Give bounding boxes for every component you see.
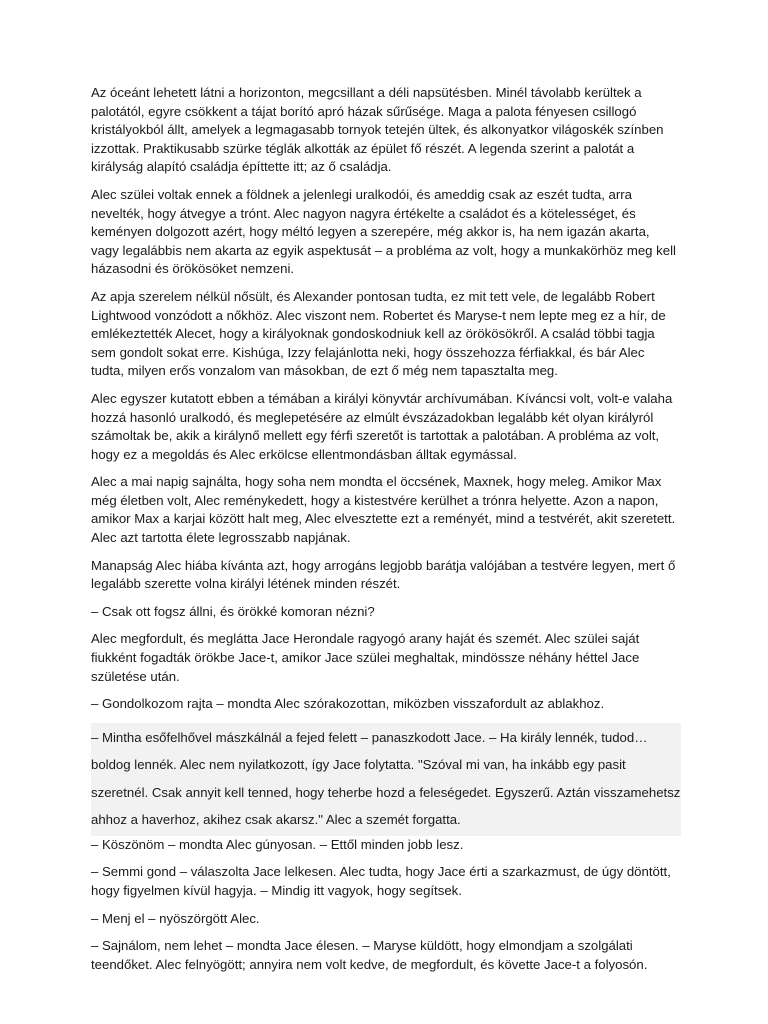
paragraph-1: Az óceánt lehetett látni a horizonton, megcsillant a déli napsütésben. Minél távolabb kerültek a palotától, egyre csökkent a tájat borító apró házak sűrűsége. Maga a palota fényesen csillogó kristályokból állt, amelyek a legmagasabb tornyok tetején ültek, és alkonyatkor világoskék színben izzottak. Praktikusabb szürke téglák alkották az épület fő részét. A legenda szerint a palotát a királyság alapító családja építtette itt; az ő családja. <box>91 85 664 175</box>
closing-paragraph-2: – Semmi gond – válaszolta Jace lelkesen. Alec tudta, hogy Jace érti a szarkazmust, de úgy döntött, hogy figyelmen kívül hagyja. – Mindig itt vagyok, hogy segítsek. <box>91 864 671 898</box>
closing-paragraph-4: – Sajnálom, nem lehet – mondta Jace élesen. – Maryse küldött, hogy elmondjam a szolgálati teendőket. Alec felnyögött; annyira nem volt kedve, de megfordult, és követte Jace-t a folyosón. <box>91 938 648 972</box>
paragraph-9: – Gondolkozom rajta – mondta Alec szórakozottan, miközben visszafordult az ablakhoz. <box>91 696 605 712</box>
paragraph-2: Alec szülei voltak ennek a földnek a jelenlegi uralkodói, és ameddig csak az eszét tudta, arra nevelték, hogy átvegye a trónt. Alec nagyon nagyra értékelte a családot és a kötelességet, és keményen dolgozott azért, hogy méltó legyen a szerepére, még akkor is, ha nem igazán akarta, vagy legalábbis nem akarta az egyik aspektusát – a probléma az volt, hogy a munkakörhöz meg kell házasodni és örökösöket nemzeni. <box>91 186 676 277</box>
highlighted-paragraph: – Mintha esőfelhővel mászkálnál a fejed felett – panaszkodott Jace. – Ha király lennék, tudod… boldog lennék. Alec nem nyilatkozott, így Jace folytatta. "Szóval mi van, ha inkább egy pasit szeretnél. Csak annyit kell tenned, hogy teherbe hozd a feleségedet. Egyszerű. Aztán visszamehetsz ahhoz a haverhoz, akihez csak akarsz." Alec a szemét forgatta. <box>91 723 681 836</box>
paragraph-8: Alec megfordult, és meglátta Jace Herondale ragyogó arany haját és szemét. Alec szülei saját fiukként fogadták örökbe Jace-t, amikor Jace szülei meghaltak, mindössze néhány héttel Jace születése után. <box>91 631 640 684</box>
paragraph-5: Alec a mai napig sajnálta, hogy soha nem mondta el öccsének, Maxnek, hogy meleg. Amikor Max még életben volt, Alec reménykedett, hogy a kistestvére kerülhet a trónra helyette. Azon a napon, amikor Max a karjai között halt meg, Alec elvesztette ezt a reményét, mind a testvérét, akit szeretett. Alec azt tartotta élete legrosszabb napjának. <box>91 474 676 546</box>
closing-paragraph-3: – Menj el – nyöszörgött Alec. <box>91 910 260 926</box>
paragraph-7: – Csak ott fogsz állni, és örökké komoran nézni? <box>91 603 375 619</box>
closing-paragraph-1: – Köszönöm – mondta Alec gúnyosan. – Ettől minden jobb lesz. <box>91 836 464 852</box>
paragraph-4: Alec egyszer kutatott ebben a témában a királyi könyvtár archívumában. Kíváncsi volt, volt-e valaha hozzá hasonló uralkodó, és meglepetésére az elmúlt évszázadokban legalább két olyan királyról számoltak be, akik a királynő mellett egy férfi szeretőt is tartottak a palotában. A probléma az volt, hogy ez a megoldás és Alec erkölcse ellentmondásban álltak egymással. <box>91 390 673 462</box>
document-body <box>91 84 681 983</box>
paragraph-3: Az apja szerelem nélkül nősült, és Alexander pontosan tudta, ez mit tett vele, de legalább Robert Lightwood vonzódott a nőkhöz. Alec viszont nem. Robertet és Maryse-t nem lepte meg ez a hír, de emlékeztették Alecet, hogy a királyoknak gondoskodniuk kell az örökösökről. A család többi tagja sem gondolt sokat erre. Kishúga, Izzy felajánlotta neki, hogy összehozza férfiakkal, és bár Alec tudta, milyen erős vonzalom van másokban, de ezt ő még nem tapasztalta meg. <box>91 288 666 379</box>
paragraph-6: Manapság Alec hiába kívánta azt, hogy arrogáns legjobb barátja valójában a testvére legyen, mert ő legalább szerette volna királyi létének minden részét. <box>91 557 676 592</box>
